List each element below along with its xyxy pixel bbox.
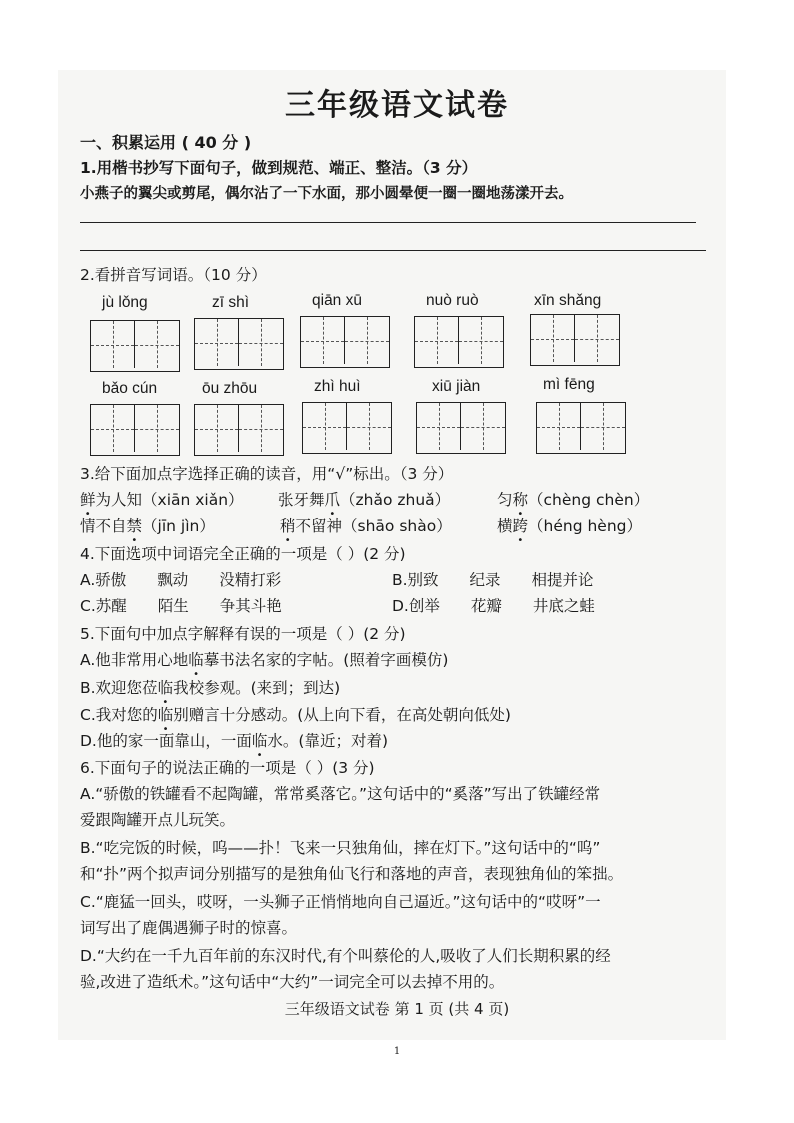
q6-option-b[interactable]: B.“吃完饭的时候，呜——扑！飞来一只独角仙，摔在灯下。”这句话中的“呜” (80, 839, 601, 857)
dotted-char: 临 (157, 679, 174, 697)
q4-option-d[interactable]: D.创举 花瓣 井底之蛙 (392, 597, 595, 615)
pinyin-label: zhì huì (314, 378, 361, 395)
q2-prompt: 2.看拼音写词语。（10 分） (80, 266, 267, 284)
writing-grid[interactable] (530, 314, 620, 366)
pinyin-label: xīn shǎng (534, 292, 602, 309)
q6-option-d[interactable]: D.“大约在一千九百年前的东汉时代,有个叫蔡伦的人,吸收了人们长期积累的经 (80, 947, 611, 965)
q1-writing-line (80, 250, 706, 251)
page-footer: 三年级语文试卷 第 1 页 (共 4 页) (284, 1000, 510, 1018)
page-number: 1 (393, 1046, 401, 1057)
writing-grid[interactable] (194, 318, 284, 370)
q4-option-a[interactable]: A.骄傲 飘动 没精打彩 (80, 571, 282, 589)
q5-option-b[interactable]: B.欢迎您莅临我校参观。(来到；到达) (80, 679, 341, 697)
dotted-char: 临 (251, 732, 268, 750)
dotted-char: 跨 (512, 517, 529, 535)
pinyin-label: xiū jiàn (432, 378, 481, 395)
pinyin-label: zī shì (212, 294, 250, 311)
q3-prompt: 3.给下面加点字选择正确的读音，用“√”标出。（3 分） (80, 465, 454, 483)
dotted-char: 称 (512, 491, 529, 509)
pinyin-label: nuò ruò (426, 292, 479, 309)
q1-sentence: 小燕子的翼尖或剪尾，偶尔沾了一下水面，那小圆晕便一圈一圈地荡漾开去。 (80, 186, 573, 202)
dotted-char: 爪 (324, 491, 341, 509)
q3-item[interactable]: 匀称（chèng chèn） (497, 491, 650, 509)
q4-option-c[interactable]: C.苏醒 陌生 争其斗艳 (80, 597, 282, 615)
q5-option-c[interactable]: C.我对您的临别赠言十分感动。(从上向下看，在高处朝向低处) (80, 706, 511, 724)
dotted-char: 临 (188, 651, 204, 669)
dotted-char: 稍 (280, 517, 296, 535)
q6-option-c-cont: 词写出了鹿偶遇狮子时的惊喜。 (80, 919, 298, 937)
q6-option-b-cont: 和“扑”两个拟声词分别描写的是独角仙飞行和落地的声音，表现独角仙的笨拙。 (80, 865, 624, 883)
q5-option-a[interactable]: A.他非常用心地临摹书法名家的字帖。(照着字画模仿) (80, 651, 449, 669)
pinyin-label: mì fēng (543, 376, 595, 393)
q5-option-d[interactable]: D.他的家一面靠山，一面临水。(靠近；对着) (80, 732, 388, 750)
q3-item[interactable]: 稍不留神（shāo shào） (280, 517, 452, 535)
q4-prompt: 4.下面选项中词语完全正确的一项是（ ）(2 分) (80, 545, 406, 563)
writing-grid[interactable] (416, 402, 506, 454)
q1-prompt: 1.用楷书抄写下面句子，做到规范、端正、整洁。（3 分） (80, 159, 478, 177)
q3-item[interactable]: 鲜为人知（xiān xiǎn） (80, 491, 244, 509)
q3-item[interactable]: 情不自禁（jīn jìn） (80, 517, 215, 535)
writing-grid[interactable] (302, 402, 392, 454)
pinyin-label: qiān xū (312, 292, 362, 309)
writing-grid[interactable] (194, 404, 284, 456)
pinyin-label: bǎo cún (102, 380, 158, 397)
q4-option-b[interactable]: B.别致 纪录 相提并论 (392, 571, 594, 589)
pinyin-label: jù lǒng (102, 294, 148, 311)
dotted-char: 临 (157, 706, 174, 724)
q6-prompt: 6.下面句子的说法正确的一项是（ ）(3 分) (80, 759, 375, 777)
q6-option-d-cont: 验,改进了造纸术。”这句话中“大约”一词完全可以去掉不用的。 (80, 973, 505, 991)
q6-option-a-cont: 爱跟陶罐开点儿玩笑。 (80, 811, 236, 829)
q3-item[interactable]: 张牙舞爪（zhǎo zhuǎ） (278, 491, 451, 509)
dotted-char: 鲜 (80, 491, 96, 509)
writing-grid[interactable] (90, 320, 180, 372)
page-title: 三年级语文试卷 (285, 88, 509, 123)
writing-grid[interactable] (414, 316, 504, 368)
writing-grid[interactable] (90, 404, 180, 456)
q5-prompt: 5.下面句中加点字解释有误的一项是（ ）(2 分) (80, 625, 406, 643)
dotted-char: 禁 (126, 517, 143, 535)
writing-grid[interactable] (536, 402, 626, 454)
q1-writing-line (80, 222, 696, 223)
writing-grid[interactable] (300, 316, 390, 368)
q3-item[interactable]: 横跨（héng hèng） (497, 517, 643, 535)
q6-option-a[interactable]: A.“骄傲的铁罐看不起陶罐，常常奚落它。”这句话中的“奚落”写出了铁罐经常 (80, 785, 601, 803)
section-heading: 一、积累运用 ( 40 分 ) (80, 133, 252, 152)
pinyin-label: ōu zhōu (202, 380, 258, 397)
q6-option-c[interactable]: C.“鹿猛一回头，哎呀，一头狮子正悄悄地向自己逼近。”这句话中的“哎呀”一 (80, 893, 601, 911)
